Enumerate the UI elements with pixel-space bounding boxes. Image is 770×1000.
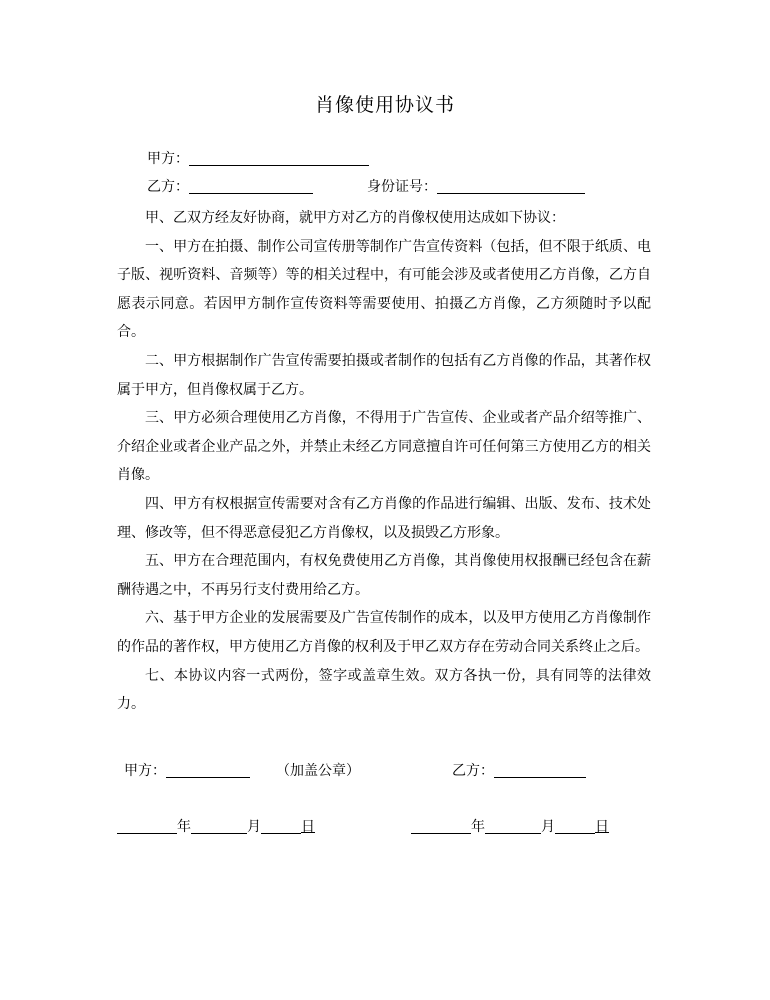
month-label-left: 月: [247, 819, 261, 835]
day-label-left: 日: [301, 819, 315, 835]
paragraph-clause-1: 一、甲方在拍摄、制作公司宣传册等制作广告宣传资料（包括，但不限于纸质、电子版、视听资料、音频等）等的相关过程中，有可能会涉及或者使用乙方肖像，乙方自愿表示同意。若因甲方制作宣传资料等需要使用、拍摄乙方肖像，乙方须随时予以配合。: [117, 238, 651, 341]
year-label-left: 年: [177, 819, 191, 835]
paragraph-clause-5: 五、甲方在合理范围内，有权免费使用乙方肖像，其肖像使用权报酬已经包含在薪酬待遇之中，不再另行支付费用给乙方。: [117, 553, 651, 598]
paragraph-clause-2: 二、甲方根据制作广告宣传需要拍摄或者制作的包括有乙方肖像的作品，其著作权属于甲方，但肖像权属于乙方。: [117, 352, 651, 398]
day-blank-right: [555, 819, 595, 834]
party-b-label: 乙方：: [147, 179, 189, 195]
signature-party-a: [124, 761, 250, 781]
id-number-line: [367, 177, 585, 197]
month-blank-right: [485, 819, 541, 834]
id-number-label: 身份证号：: [367, 179, 437, 195]
signature-party-b-blank: [494, 763, 586, 778]
day-label-right: 日: [595, 819, 609, 835]
date-line-left: [117, 817, 315, 837]
signature-party-a-label: 甲方：: [124, 763, 166, 779]
agreement-body: [117, 204, 651, 719]
document-title: 肖像使用协议书: [314, 94, 455, 116]
signature-party-a-blank: [166, 763, 250, 778]
year-label-right: 年: [471, 819, 485, 835]
party-b-line: [147, 177, 313, 197]
paragraph-clause-6: 六、基于甲方企业的发展需要及广告宣传制作的成本，以及甲方使用乙方肖像制作的作品的著作权，甲方使用乙方肖像的权利及于甲乙双方存在劳动合同关系终止之后。: [117, 610, 651, 655]
party-a-blank: [189, 151, 369, 166]
party-a-line: [147, 149, 369, 169]
year-blank-left: [117, 819, 177, 834]
id-number-blank: [437, 179, 585, 194]
signature-party-b: [452, 761, 586, 781]
paragraph-clause-7: 七、本协议内容一式两份，签字或盖章生效。双方各执一份，具有同等的法律效力。: [117, 667, 651, 713]
party-a-label: 甲方：: [147, 151, 189, 167]
day-blank-left: [261, 819, 301, 834]
year-blank-right: [411, 819, 471, 834]
date-line-right: [411, 817, 609, 837]
paragraph-clause-4: 四、甲方有权根据宣传需要对含有乙方肖像的作品进行编辑、出版、发布、技术处理、修改等，但不得恶意侵犯乙方肖像权，以及损毁乙方形象。: [117, 495, 651, 541]
paragraph-clause-3: 三、甲方必须合理使用乙方肖像，不得用于广告宣传、企业或者产品介绍等推广、介绍企业或者企业产品之外，并禁止未经乙方同意擅自许可任何第三方使用乙方的相关肖像。: [117, 410, 651, 484]
seal-note: （加盖公章）: [276, 763, 360, 779]
month-blank-left: [191, 819, 247, 834]
signature-party-b-label: 乙方：: [452, 763, 494, 779]
month-label-right: 月: [541, 819, 555, 835]
paragraph-intro: 甲、乙双方经友好协商，就甲方对乙方的肖像权使用达成如下协议：: [145, 210, 565, 226]
party-b-blank: [189, 179, 313, 194]
